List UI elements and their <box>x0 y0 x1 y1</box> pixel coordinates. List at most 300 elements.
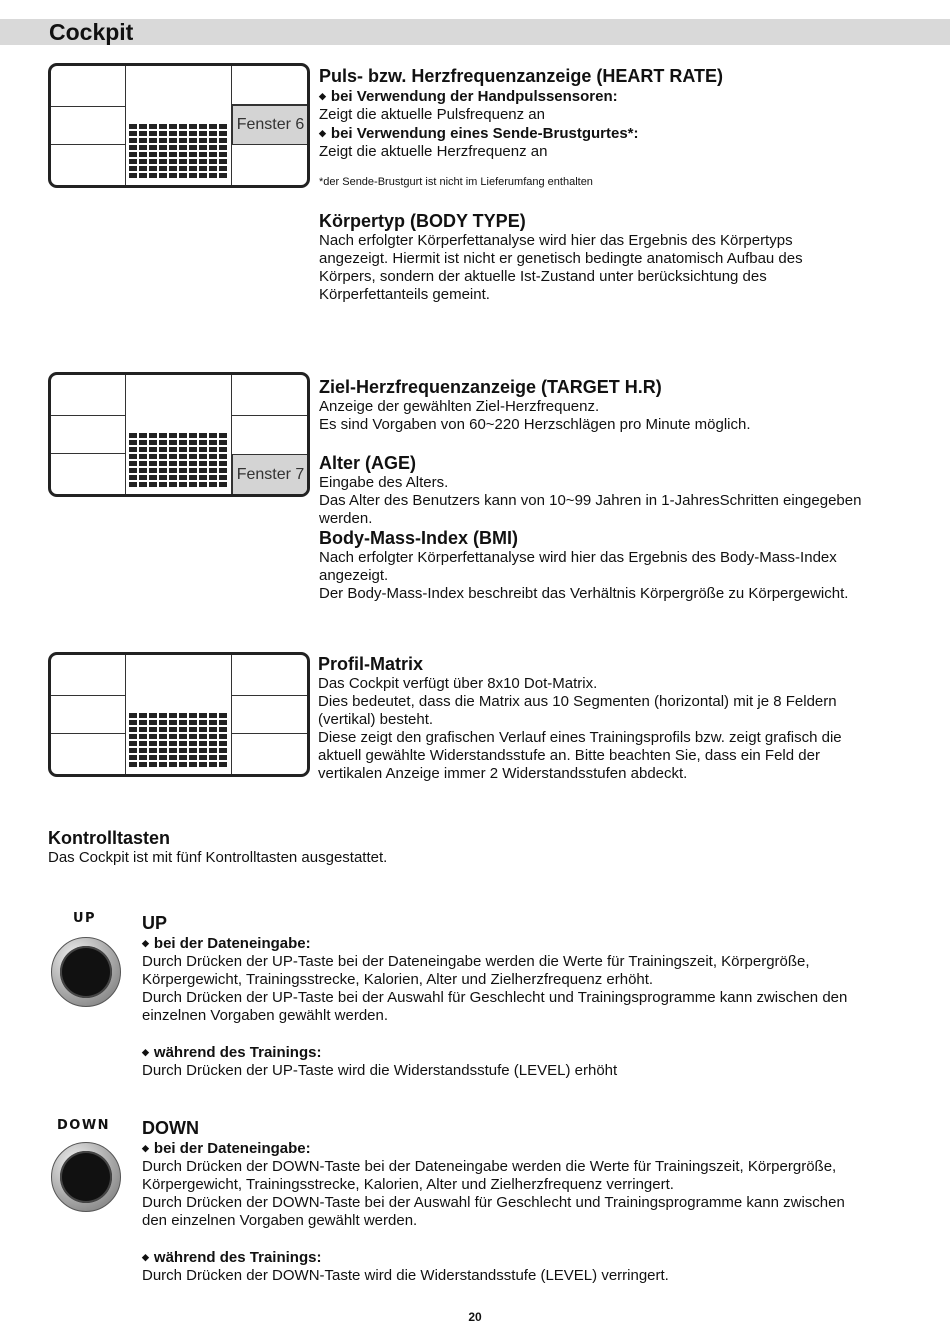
matrix-cell <box>189 447 197 452</box>
matrix-cell <box>189 138 197 143</box>
heart-rate-text-1: Zeigt die aktuelle Pulsfrequenz an <box>319 106 545 123</box>
body-type-heading: Körpertyp (BODY TYPE) <box>319 211 526 231</box>
matrix-cell <box>219 131 227 136</box>
matrix-cell <box>179 131 187 136</box>
matrix-cell <box>149 138 157 143</box>
matrix-cell <box>139 713 147 718</box>
down-button[interactable] <box>51 1142 121 1212</box>
matrix-cell <box>129 159 137 164</box>
matrix-cell <box>139 720 147 725</box>
bmi-line: Nach erfolgter Körperfettanalyse wird hier das Ergebnis des Body-Mass-Index <box>319 549 837 566</box>
matrix-cell <box>149 166 157 171</box>
up-button[interactable] <box>51 937 121 1007</box>
matrix-cell <box>139 131 147 136</box>
matrix-cell <box>189 762 197 767</box>
matrix-cell <box>159 734 167 739</box>
matrix-cell <box>189 152 197 157</box>
matrix-cell <box>179 166 187 171</box>
cockpit-diagram-target <box>48 372 310 497</box>
matrix-cell <box>129 482 137 487</box>
matrix-cell <box>209 159 217 164</box>
matrix-cell <box>159 440 167 445</box>
matrix-cell <box>129 152 137 157</box>
matrix-cell <box>159 720 167 725</box>
matrix-cell <box>149 748 157 753</box>
matrix-cell <box>199 145 207 150</box>
down-button-label: DOWN <box>57 1118 111 1133</box>
matrix-cell <box>149 734 157 739</box>
matrix-cell <box>159 166 167 171</box>
matrix-cell <box>159 475 167 480</box>
matrix-cell <box>189 475 197 480</box>
matrix-cell <box>139 755 147 760</box>
matrix-cell <box>149 447 157 452</box>
matrix-cell <box>199 727 207 732</box>
header-bar <box>0 19 950 45</box>
matrix-cell <box>209 138 217 143</box>
down-heading: DOWN <box>142 1118 199 1138</box>
page-number: 20 <box>468 1310 482 1324</box>
matrix-cell <box>139 124 147 129</box>
profile-line: vertikalen Anzeige immer 2 Widerstandsstufen abdeckt. <box>318 765 688 782</box>
matrix-cell <box>149 454 157 459</box>
matrix-cell <box>179 748 187 753</box>
matrix-cell <box>219 748 227 753</box>
matrix-cell <box>169 138 177 143</box>
heart-rate-heading: Puls- bzw. Herzfrequenzanzeige (HEART RATE) <box>319 66 724 86</box>
profile-heading: Profil-Matrix <box>318 654 424 674</box>
age-line: Das Alter des Benutzers kann von 10~99 Jahren in 1-JahresSchritten eingegeben <box>319 492 862 509</box>
matrix-cell <box>129 762 137 767</box>
matrix-cell <box>169 447 177 452</box>
matrix-cell <box>159 159 167 164</box>
matrix-cell <box>179 727 187 732</box>
matrix-cell <box>219 468 227 473</box>
matrix-cell <box>189 124 197 129</box>
matrix-cell <box>169 748 177 753</box>
matrix-cell <box>219 762 227 767</box>
matrix-cell <box>169 461 177 466</box>
matrix-cell <box>169 131 177 136</box>
age-line: werden. <box>319 510 373 527</box>
body-type-line: Körpers, sondern der aktuelle Ist-Zustand unter berücksichtung des <box>319 268 767 285</box>
up-text-2: Durch Drücken der UP-Taste wird die Widerstandsstufe (LEVEL) erhöht <box>142 1062 618 1079</box>
matrix-cell <box>199 482 207 487</box>
matrix-cell <box>169 166 177 171</box>
body-type-line: angezeigt. Hiermit ist nicht er genetisch bedingte anatomisch Aufbau des <box>319 250 803 267</box>
matrix-cell <box>209 166 217 171</box>
matrix-cell <box>189 468 197 473</box>
matrix-cell <box>219 734 227 739</box>
down-bullet-2: während des Trainings: <box>153 1249 322 1266</box>
matrix-cell <box>199 454 207 459</box>
body-type-line: Nach erfolgter Körperfettanalyse wird hier das Ergebnis des Körpertyps <box>319 232 793 249</box>
matrix-cell <box>129 131 137 136</box>
matrix-cell <box>179 713 187 718</box>
matrix-cell <box>139 166 147 171</box>
dot-matrix-display <box>128 431 230 491</box>
up-bullet-1: bei der Dateneingabe: <box>153 935 311 952</box>
matrix-cell <box>179 461 187 466</box>
matrix-cell <box>189 131 197 136</box>
matrix-cell <box>189 748 197 753</box>
matrix-cell <box>129 741 137 746</box>
matrix-cell <box>159 173 167 178</box>
matrix-cell <box>139 173 147 178</box>
matrix-cell <box>209 131 217 136</box>
matrix-cell <box>199 138 207 143</box>
matrix-cell <box>149 720 157 725</box>
age-line: Eingabe des Alters. <box>319 474 449 491</box>
matrix-cell <box>179 124 187 129</box>
matrix-cell <box>199 762 207 767</box>
matrix-cell <box>209 475 217 480</box>
matrix-cell <box>159 727 167 732</box>
matrix-cell <box>149 475 157 480</box>
up-heading: UP <box>142 913 168 933</box>
matrix-cell <box>149 755 157 760</box>
matrix-cell <box>179 454 187 459</box>
bmi-line: Der Body-Mass-Index beschreibt das Verhältnis Körpergröße zu Körpergewicht. <box>319 585 849 602</box>
matrix-cell <box>219 454 227 459</box>
matrix-cell <box>189 755 197 760</box>
matrix-cell <box>169 145 177 150</box>
matrix-cell <box>169 720 177 725</box>
matrix-cell <box>169 475 177 480</box>
age-heading: Alter (AGE) <box>319 453 417 473</box>
matrix-cell <box>219 145 227 150</box>
body-type-line: Körperfettanteils gemeint. <box>319 286 490 303</box>
up-bullet-2: während des Trainings: <box>153 1044 322 1061</box>
matrix-cell <box>189 727 197 732</box>
matrix-cell <box>209 741 217 746</box>
down-line: Körpergewicht, Trainingsstrecke, Kalorien, Alter und Zielherzfrequenz verringert. <box>142 1176 674 1193</box>
up-button-label: UP <box>73 911 97 926</box>
matrix-cell <box>209 433 217 438</box>
matrix-cell <box>149 131 157 136</box>
profile-section <box>318 653 938 783</box>
matrix-cell <box>159 131 167 136</box>
matrix-cell <box>139 475 147 480</box>
bmi-line: angezeigt. <box>319 567 389 584</box>
cockpit-diagram-heart-rate <box>48 63 310 188</box>
matrix-cell <box>129 138 137 143</box>
matrix-cell <box>189 145 197 150</box>
matrix-cell <box>199 468 207 473</box>
matrix-cell <box>219 152 227 157</box>
matrix-cell <box>179 145 187 150</box>
matrix-cell <box>209 727 217 732</box>
matrix-cell <box>209 152 217 157</box>
heart-rate-section <box>319 65 919 161</box>
matrix-cell <box>199 440 207 445</box>
matrix-cell <box>129 468 137 473</box>
matrix-cell <box>199 734 207 739</box>
matrix-cell <box>189 741 197 746</box>
matrix-cell <box>139 748 147 753</box>
matrix-cell <box>149 741 157 746</box>
bmi-heading: Body-Mass-Index (BMI) <box>319 528 519 548</box>
matrix-cell <box>129 145 137 150</box>
profile-line: Dies bedeutet, dass die Matrix aus 10 Segmenten (horizontal) mit je 8 Feldern <box>318 693 837 710</box>
up-line: Durch Drücken der UP-Taste bei der Dateneingabe werden die Werte für Trainingszeit, Körpergröße, <box>142 953 810 970</box>
window-6-label: Fenster 6 <box>232 105 308 144</box>
matrix-cell <box>179 447 187 452</box>
matrix-cell <box>139 468 147 473</box>
matrix-cell <box>139 727 147 732</box>
matrix-cell <box>169 762 177 767</box>
matrix-cell <box>149 152 157 157</box>
target-line: Anzeige der gewählten Ziel-Herzfrequenz. <box>319 398 600 415</box>
matrix-cell <box>189 159 197 164</box>
matrix-cell <box>209 461 217 466</box>
matrix-cell <box>179 138 187 143</box>
down-line: Durch Drücken der DOWN-Taste bei der Dateneingabe werden die Werte für Trainingszeit, Körpergröße, <box>142 1158 837 1175</box>
matrix-cell <box>179 762 187 767</box>
heart-rate-bullet-2: bei Verwendung eines Sende-Brustgurtes*: <box>330 125 639 142</box>
profile-line: Diese zeigt den grafischen Verlauf eines Trainingsprofils bzw. zeigt grafisch die <box>318 729 842 746</box>
matrix-cell <box>189 166 197 171</box>
matrix-cell <box>209 173 217 178</box>
matrix-cell <box>179 741 187 746</box>
matrix-cell <box>149 145 157 150</box>
up-section <box>142 912 932 1080</box>
matrix-cell <box>169 741 177 746</box>
matrix-cell <box>219 433 227 438</box>
matrix-cell <box>149 440 157 445</box>
matrix-cell <box>219 755 227 760</box>
matrix-cell <box>199 741 207 746</box>
matrix-cell <box>209 145 217 150</box>
heart-rate-text-2: Zeigt die aktuelle Herzfrequenz an <box>319 143 548 160</box>
up-line: Körpergewicht, Trainingsstrecke, Kalorien, Alter und Zielherzfrequenz erhöht. <box>142 971 654 988</box>
matrix-cell <box>149 727 157 732</box>
matrix-cell <box>209 748 217 753</box>
matrix-cell <box>169 734 177 739</box>
matrix-cell <box>179 433 187 438</box>
matrix-cell <box>199 131 207 136</box>
matrix-cell <box>149 124 157 129</box>
matrix-cell <box>129 447 137 452</box>
matrix-cell <box>199 461 207 466</box>
matrix-cell <box>139 734 147 739</box>
up-line: einzelnen Vorgaben gewählt werden. <box>142 1007 389 1024</box>
matrix-cell <box>219 447 227 452</box>
down-line: den einzelnen Vorgaben gewählt werden. <box>142 1212 418 1229</box>
matrix-cell <box>219 138 227 143</box>
matrix-cell <box>209 713 217 718</box>
matrix-cell <box>149 461 157 466</box>
matrix-cell <box>179 755 187 760</box>
matrix-cell <box>199 713 207 718</box>
matrix-cell <box>189 454 197 459</box>
matrix-cell <box>199 159 207 164</box>
matrix-cell <box>219 166 227 171</box>
matrix-cell <box>139 454 147 459</box>
matrix-cell <box>139 482 147 487</box>
matrix-cell <box>209 440 217 445</box>
matrix-cell <box>219 720 227 725</box>
matrix-cell <box>169 173 177 178</box>
profile-line: aktuell gewählte Widerstandsstufe an. Bitte beachten Sie, dass ein Feld der <box>318 747 820 764</box>
matrix-cell <box>209 734 217 739</box>
matrix-cell <box>179 720 187 725</box>
matrix-cell <box>179 482 187 487</box>
matrix-cell <box>139 159 147 164</box>
matrix-cell <box>159 713 167 718</box>
matrix-cell <box>159 741 167 746</box>
matrix-cell <box>159 152 167 157</box>
matrix-cell <box>149 173 157 178</box>
matrix-cell <box>179 159 187 164</box>
matrix-cell <box>219 475 227 480</box>
matrix-cell <box>179 734 187 739</box>
controls-intro: Das Cockpit ist mit fünf Kontrolltasten ausgestattet. <box>48 849 388 866</box>
matrix-cell <box>209 447 217 452</box>
bmi-section <box>319 527 929 603</box>
matrix-cell <box>189 173 197 178</box>
age-section <box>319 452 929 528</box>
matrix-cell <box>169 482 177 487</box>
matrix-cell <box>149 713 157 718</box>
dot-matrix-display <box>128 711 230 771</box>
matrix-cell <box>169 755 177 760</box>
matrix-cell <box>189 440 197 445</box>
matrix-cell <box>199 152 207 157</box>
matrix-cell <box>189 433 197 438</box>
matrix-cell <box>189 713 197 718</box>
matrix-cell <box>129 433 137 438</box>
matrix-cell <box>209 755 217 760</box>
heart-rate-footnote: *der Sende-Brustgurt ist nicht im Lieferumfang enthalten <box>319 176 593 188</box>
matrix-cell <box>179 475 187 480</box>
matrix-cell <box>199 433 207 438</box>
matrix-cell <box>139 447 147 452</box>
target-section <box>319 376 929 434</box>
matrix-cell <box>149 468 157 473</box>
matrix-cell <box>139 762 147 767</box>
matrix-cell <box>169 159 177 164</box>
matrix-cell <box>159 482 167 487</box>
cockpit-diagram-profile <box>48 652 310 777</box>
matrix-cell <box>129 440 137 445</box>
matrix-cell <box>129 755 137 760</box>
matrix-cell <box>219 440 227 445</box>
matrix-cell <box>139 440 147 445</box>
matrix-cell <box>179 440 187 445</box>
matrix-cell <box>129 748 137 753</box>
matrix-cell <box>199 748 207 753</box>
matrix-cell <box>209 468 217 473</box>
profile-line: Das Cockpit verfügt über 8x10 Dot-Matrix. <box>318 675 598 692</box>
matrix-cell <box>139 433 147 438</box>
matrix-cell <box>159 447 167 452</box>
matrix-cell <box>219 482 227 487</box>
controls-section <box>48 827 648 867</box>
matrix-cell <box>159 433 167 438</box>
matrix-cell <box>129 713 137 718</box>
matrix-cell <box>179 173 187 178</box>
matrix-cell <box>139 152 147 157</box>
matrix-cell <box>219 124 227 129</box>
matrix-cell <box>159 762 167 767</box>
matrix-cell <box>159 454 167 459</box>
matrix-cell <box>169 727 177 732</box>
target-heading: Ziel-Herzfrequenzanzeige (TARGET H.R) <box>319 377 662 397</box>
matrix-cell <box>129 727 137 732</box>
profile-line: (vertikal) besteht. <box>318 711 434 728</box>
matrix-cell <box>179 152 187 157</box>
down-button-face <box>60 1151 112 1203</box>
controls-heading: Kontrolltasten <box>48 828 171 848</box>
matrix-cell <box>209 720 217 725</box>
matrix-cell <box>149 482 157 487</box>
matrix-cell <box>199 720 207 725</box>
matrix-cell <box>209 482 217 487</box>
matrix-cell <box>139 461 147 466</box>
matrix-cell <box>129 720 137 725</box>
up-line: Durch Drücken der UP-Taste bei der Auswahl für Geschlecht und Trainingsprogramme kann zwischen den <box>142 989 848 1006</box>
matrix-cell <box>169 713 177 718</box>
matrix-cell <box>149 159 157 164</box>
matrix-cell <box>169 440 177 445</box>
body-type-section <box>319 210 919 304</box>
matrix-cell <box>189 461 197 466</box>
matrix-cell <box>219 159 227 164</box>
matrix-cell <box>209 124 217 129</box>
matrix-cell <box>169 152 177 157</box>
matrix-cell <box>219 741 227 746</box>
matrix-cell <box>199 166 207 171</box>
down-text-2: Durch Drücken der DOWN-Taste wird die Widerstandsstufe (LEVEL) verringert. <box>142 1267 669 1284</box>
matrix-cell <box>219 713 227 718</box>
page-title: Cockpit <box>49 19 134 45</box>
matrix-cell <box>199 173 207 178</box>
down-bullet-1: bei der Dateneingabe: <box>153 1140 311 1157</box>
window-7-label: Fenster 7 <box>232 454 308 495</box>
matrix-cell <box>159 748 167 753</box>
matrix-cell <box>139 145 147 150</box>
matrix-cell <box>169 433 177 438</box>
matrix-cell <box>149 433 157 438</box>
down-section <box>142 1117 932 1285</box>
matrix-cell <box>139 741 147 746</box>
matrix-cell <box>199 755 207 760</box>
matrix-cell <box>129 173 137 178</box>
matrix-cell <box>149 762 157 767</box>
matrix-cell <box>129 734 137 739</box>
matrix-cell <box>129 124 137 129</box>
matrix-cell <box>219 173 227 178</box>
matrix-cell <box>129 461 137 466</box>
matrix-cell <box>219 727 227 732</box>
heart-rate-bullet-1: bei Verwendung der Handpulssensoren: <box>330 88 618 105</box>
target-line: Es sind Vorgaben von 60~220 Herzschlägen pro Minute möglich. <box>319 416 751 433</box>
matrix-cell <box>169 454 177 459</box>
matrix-cell <box>129 475 137 480</box>
matrix-cell <box>219 461 227 466</box>
matrix-cell <box>139 138 147 143</box>
up-button-face <box>60 946 112 998</box>
matrix-cell <box>169 468 177 473</box>
down-line: Durch Drücken der DOWN-Taste bei der Auswahl für Geschlecht und Trainingsprogramme kann zwischen <box>142 1194 845 1211</box>
dot-matrix-display <box>128 122 230 182</box>
matrix-cell <box>209 762 217 767</box>
matrix-cell <box>159 755 167 760</box>
matrix-cell <box>159 145 167 150</box>
matrix-cell <box>129 166 137 171</box>
matrix-cell <box>159 461 167 466</box>
